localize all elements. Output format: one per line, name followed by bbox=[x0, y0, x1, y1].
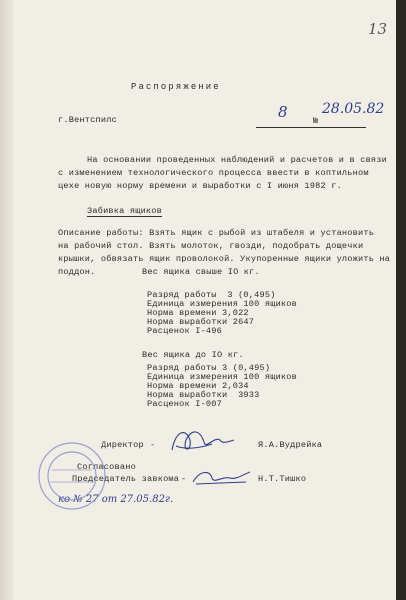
director-name: Я.А.Вудрейка bbox=[258, 440, 323, 450]
chair-label: Председатель завкома bbox=[72, 474, 180, 484]
work-description-line-3: крышки, обвязать ящик проволокой. Укупоренные ящики уложить на bbox=[58, 254, 391, 264]
intro-line-3: цехе новую норму времени и выработки с I июня 1982 г. bbox=[58, 181, 342, 191]
block2-unit: Единица измерения 100 ящиков bbox=[147, 372, 297, 382]
chair-dash: - bbox=[181, 474, 187, 484]
block1-rate: Расценок I-496 bbox=[147, 326, 222, 336]
block1-weight: Вес ящика свыше IO кг. bbox=[142, 267, 260, 277]
round-stamp bbox=[39, 443, 105, 509]
intro-line-1: На основании проведенных наблюдений и расчетов и в связи bbox=[87, 155, 387, 165]
stamp-note-handwritten: ко № 27 от 27.05.82г. bbox=[58, 494, 174, 505]
block2-rate: Расценок I-007 bbox=[147, 399, 222, 409]
block2-grade: Разряд работы 3 (0,495) bbox=[147, 363, 271, 373]
block1-time-norm: Норма времени 3,022 bbox=[147, 308, 249, 318]
block2-output-norm: Норма выработки 3933 bbox=[147, 390, 260, 400]
block1-unit: Единица измерения 100 ящиков bbox=[147, 299, 297, 309]
work-description-line-1: Описание работы: Взять ящик с рыбой из штабеля и установить bbox=[58, 228, 375, 238]
block1-output-norm: Норма выработки 2647 bbox=[147, 317, 255, 327]
block2-weight: Вес ящика до IO кг. bbox=[142, 350, 244, 360]
doc-number-handwritten: 8 bbox=[278, 103, 288, 121]
block1-grade: Разряд работы 3 (0,495) bbox=[147, 290, 276, 300]
doc-date-handwritten: 28.05.82 bbox=[322, 101, 385, 117]
agreed-label: Согласовано bbox=[77, 462, 136, 472]
work-description-line-4: поддон. bbox=[58, 267, 96, 277]
number-sign: № bbox=[313, 116, 319, 126]
document-title: Распоряжение bbox=[131, 82, 221, 92]
city: г.Вентспилс bbox=[58, 115, 117, 125]
section-heading: Забивка ящиков bbox=[87, 206, 162, 216]
director-dash: - bbox=[150, 440, 156, 450]
archive-page-number: 13 bbox=[368, 20, 388, 38]
chair-signature bbox=[193, 472, 250, 484]
intro-line-2: с изменением технологического процесса ввести в коптильном bbox=[58, 168, 369, 178]
director-label: Директор bbox=[101, 440, 144, 450]
director-signature bbox=[172, 432, 234, 450]
block2-time-norm: Норма времени 2,034 bbox=[147, 381, 249, 391]
work-description-line-2: на рабочий стол. Взять молоток, гвозди, подобрать дощечки bbox=[58, 241, 364, 251]
chair-name: Н.Т.Тишко bbox=[258, 474, 307, 484]
